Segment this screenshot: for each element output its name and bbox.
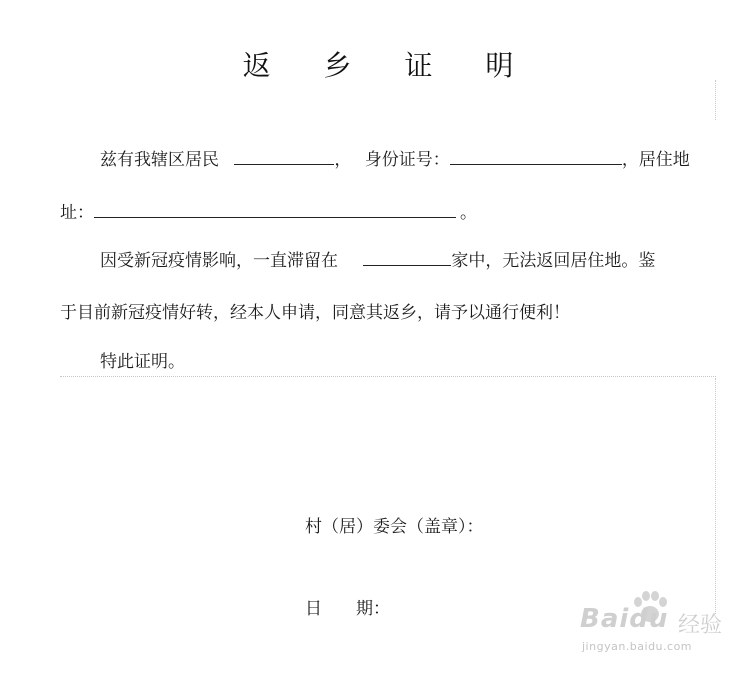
- paragraph2-line1: [100, 246, 655, 271]
- paragraph3: [100, 347, 185, 372]
- address-label-end: 址：: [60, 203, 94, 223]
- stranded-location-blank[interactable]: [363, 247, 451, 266]
- paragraph1-line2: [60, 198, 477, 223]
- section-divider: [60, 376, 716, 377]
- baidu-watermark: [580, 590, 740, 660]
- id-number-label: 身份证号：: [364, 150, 450, 170]
- period: 。: [460, 203, 477, 223]
- id-number-blank[interactable]: [450, 146, 622, 165]
- date-label: 日 期：: [305, 599, 390, 619]
- address-blank[interactable]: [94, 199, 456, 218]
- margin-guide-top: [715, 80, 716, 120]
- address-label-start: ，居住地: [621, 150, 690, 170]
- separator-comma: ，: [334, 150, 352, 170]
- stranded-text: 因受新冠疫情影响，一直滞留在: [100, 251, 338, 271]
- resident-name-blank[interactable]: [234, 146, 334, 165]
- paragraph2-line2: [60, 298, 570, 323]
- watermark-url: jingyan.baidu.com: [582, 640, 693, 653]
- certify-text: 特此证明。: [100, 352, 185, 372]
- resident-label: 兹有我辖区居民: [100, 150, 219, 170]
- margin-guide-right: [715, 378, 716, 614]
- watermark-brand-cn: 经验: [678, 613, 723, 638]
- stranded-suffix: 家中，无法返回居住地。鉴: [451, 251, 656, 271]
- date-line: [305, 594, 390, 619]
- approval-text: 于目前新冠疫情好转，经本人申请，同意其返乡，请予以通行便利！: [60, 303, 570, 323]
- committee-seal-line: [305, 512, 484, 537]
- document-title: 返 乡 证 明: [242, 49, 536, 82]
- committee-seal-label: 村（居）委会（盖章）：: [305, 517, 484, 537]
- paragraph1-line1: [100, 145, 690, 170]
- watermark-brand: Baidu: [580, 604, 669, 634]
